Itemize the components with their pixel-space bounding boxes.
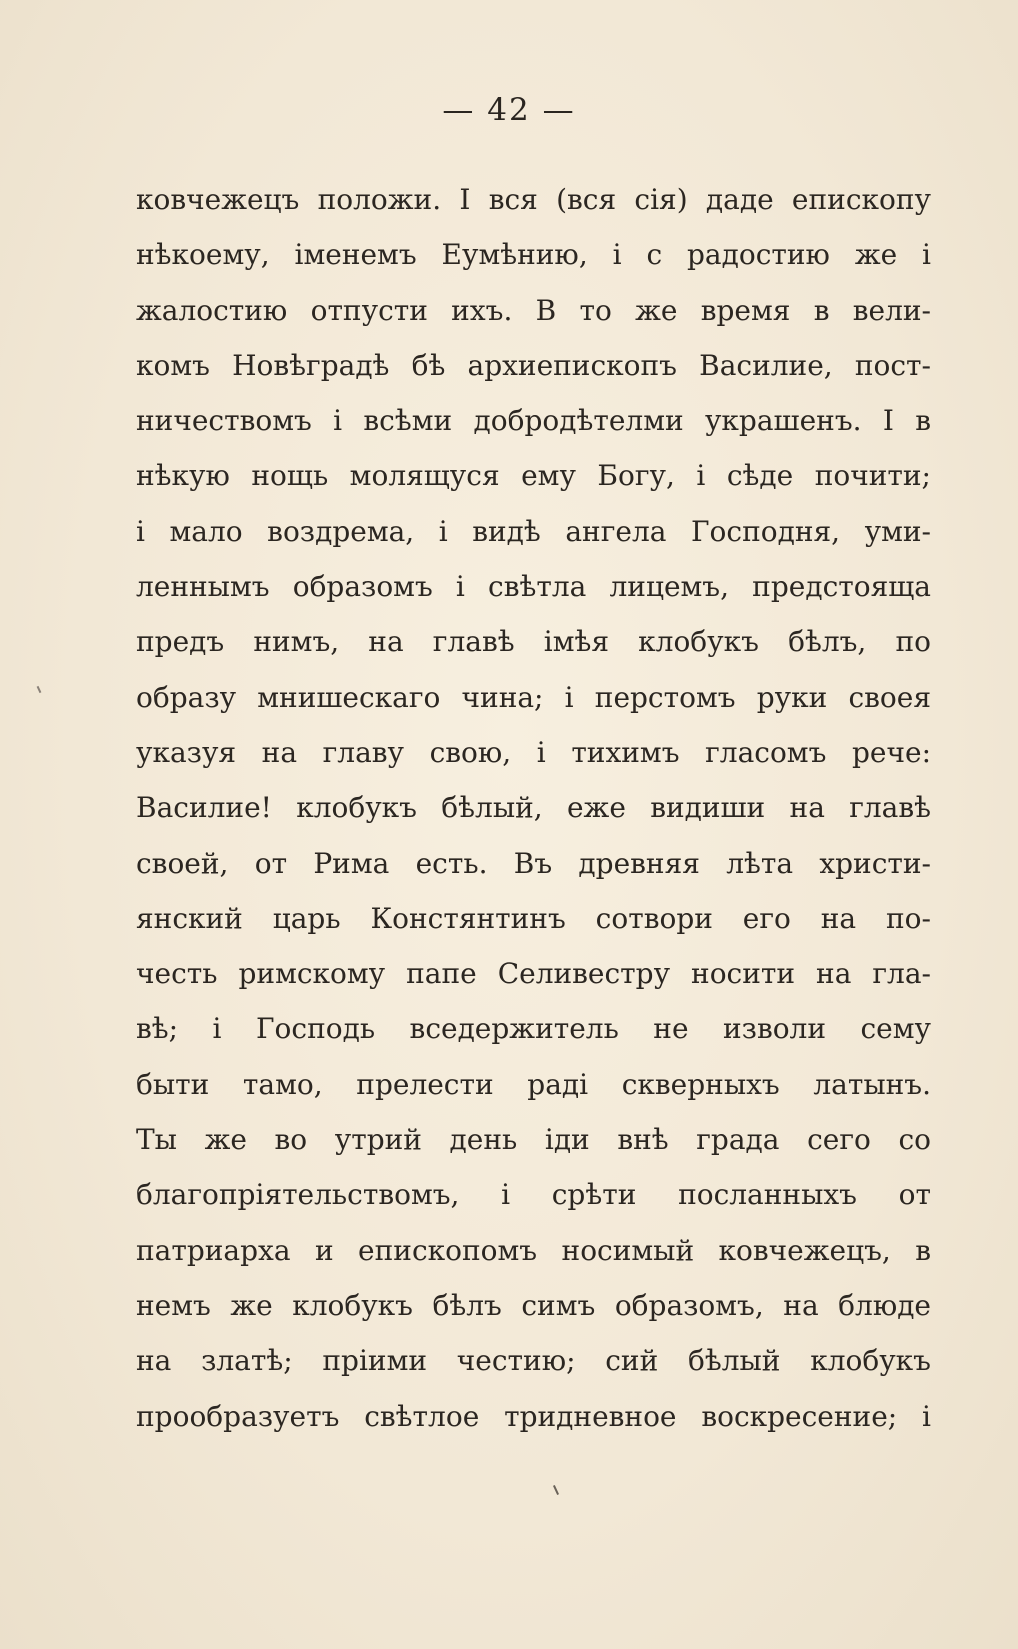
text-line: благопріятельствомъ, і срѣти посланныхъ от [136, 1178, 931, 1212]
text-line: жалостию отпусти ихъ. В то же время в вели- [136, 293, 931, 327]
page-number: — 42 — [442, 92, 576, 128]
text-line: і мало воздрема, і видѣ ангела Господня, уми- [136, 514, 931, 548]
text-line: немъ же клобукъ бѣлъ симъ образомъ, на блюде [136, 1288, 931, 1322]
text-line: честь римскому папе Селивестру носити на гла- [136, 957, 931, 991]
text-line: прообразуетъ свѣтлое тридневное воскресение; і [136, 1399, 931, 1433]
text-line: леннымъ образомъ і свѣтла лицемъ, предстояща [136, 570, 931, 604]
text-line: указуя на главу свою, і тихимъ гласомъ рече: [136, 735, 931, 769]
text-line: патриарха и епископомъ носимый ковчежецъ, в [136, 1233, 931, 1267]
text-line: предъ нимъ, на главѣ імѣя клобукъ бѣлъ, по [136, 625, 931, 659]
body-text [136, 172, 931, 1444]
text-line: на златѣ; пріими честию; сий бѣлый клобукъ [136, 1344, 931, 1378]
text-line: ковчежецъ положи. I вся (вся сія) даде епископу [136, 183, 931, 216]
text-line: нѣкую нощь молящуся ему Богу, і сѣде почити; [136, 459, 931, 493]
text-line: Ты же во утрий день іди внѣ града сего со [136, 1123, 931, 1157]
text-line: ничествомъ і всѣми добродѣтелми украшенъ. I в [136, 404, 931, 438]
text-line: комъ Новѣградѣ бѣ архиепископъ Василие, пост- [136, 348, 931, 382]
ink-speck [37, 686, 42, 693]
text-line: вѣ; і Господь вседержитель не изволи сему [136, 1012, 931, 1046]
text-line: своей, от Рима есть. Въ древняя лѣта христи- [136, 846, 931, 880]
text-line: быти тамо, прелести раді скверныхъ латынъ. [136, 1067, 931, 1101]
text-line: Василие! клобукъ бѣлый, еже видиши на главѣ [136, 791, 931, 825]
ink-speck [553, 1485, 559, 1495]
text-line: нѣкоему, іменемъ Еумѣнию, і с радостию же і [136, 238, 931, 272]
text-line: янский царь Констянтинъ сотвори его на по- [136, 901, 931, 935]
text-line: образу мнишескаго чина; і перстомъ руки своея [136, 680, 931, 714]
